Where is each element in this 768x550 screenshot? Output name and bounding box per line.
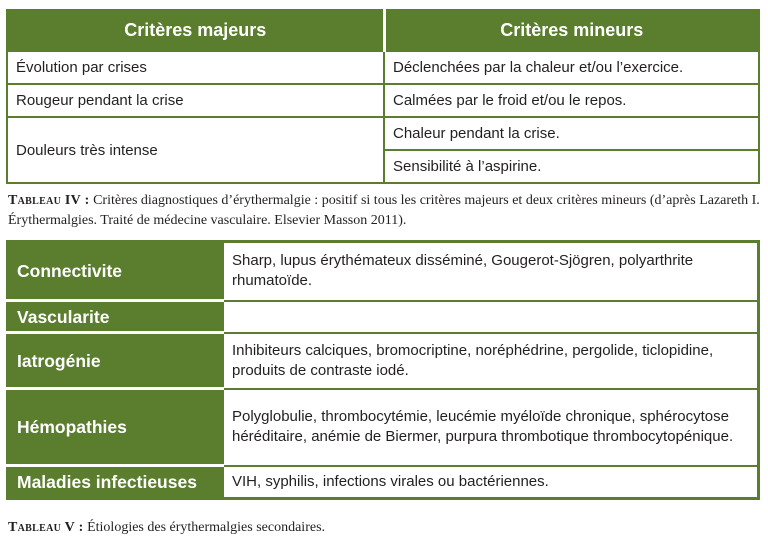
table-row — [7, 51, 759, 84]
etiology-category: Hémopathies — [8, 389, 223, 466]
table-caption — [8, 518, 325, 538]
caption-label: Tableau IV : — [8, 193, 90, 208]
table-row — [8, 389, 759, 466]
table-row — [8, 466, 759, 499]
etiology-category: Vascularite — [8, 301, 223, 333]
table-caption — [8, 191, 760, 231]
etiology-category: Iatrogénie — [8, 333, 223, 389]
caption-text: Étiologies des érythermalgies secondaires. — [83, 520, 326, 535]
table-row — [8, 333, 759, 389]
etiology-details: Inhibiteurs calciques, bromocriptine, noréphédrine, pergolide, ticlopidine, produits de contraste iodé. — [223, 333, 759, 389]
criteria-table — [6, 9, 760, 184]
etiology-details: Polyglobulie, thrombocytémie, leucémie myéloïde chronique, sphérocytose héréditaire, anémie de Biermer, purpura thrombotique thrombocytopénique. — [223, 389, 759, 466]
major-criterion: Évolution par crises — [7, 51, 384, 84]
table-row — [7, 117, 759, 150]
etiology-category: Connectivite — [8, 242, 223, 301]
caption-label: Tableau V : — [8, 520, 84, 535]
minor-criterion: Sensibilité à l’aspirine. — [384, 150, 759, 183]
minor-criterion: Calmées par le froid et/ou le repos. — [384, 84, 759, 117]
major-criterion: Douleurs très intense — [7, 117, 384, 183]
table-row — [8, 301, 759, 333]
major-criterion: Rougeur pendant la crise — [7, 84, 384, 117]
etiology-details: Sharp, lupus érythémateux disséminé, Gougerot-Sjögren, polyarthrite rhumatoïde. — [223, 242, 759, 301]
etiology-details: VIH, syphilis, infections virales ou bactériennes. — [223, 466, 759, 499]
major-criteria-header: Critères majeurs — [7, 10, 384, 51]
etiology-details — [223, 301, 759, 333]
table-row — [8, 242, 759, 301]
minor-criterion: Chaleur pendant la crise. — [384, 117, 759, 150]
etiologies-table — [6, 240, 760, 500]
table-row — [7, 84, 759, 117]
caption-text: Critères diagnostiques d’érythermalgie : positif si tous les critères majeurs et deux critères mineurs (d’après Lazareth I. Érythermalgies. Traité de médecine vasculaire. Elsevier Masson 2011). — [8, 193, 760, 228]
minor-criteria-header: Critères mineurs — [384, 10, 759, 51]
etiology-category: Maladies infectieuses — [8, 466, 223, 499]
criteria-header-row — [7, 10, 759, 51]
minor-criterion: Déclenchées par la chaleur et/ou l’exercice. — [384, 51, 759, 84]
